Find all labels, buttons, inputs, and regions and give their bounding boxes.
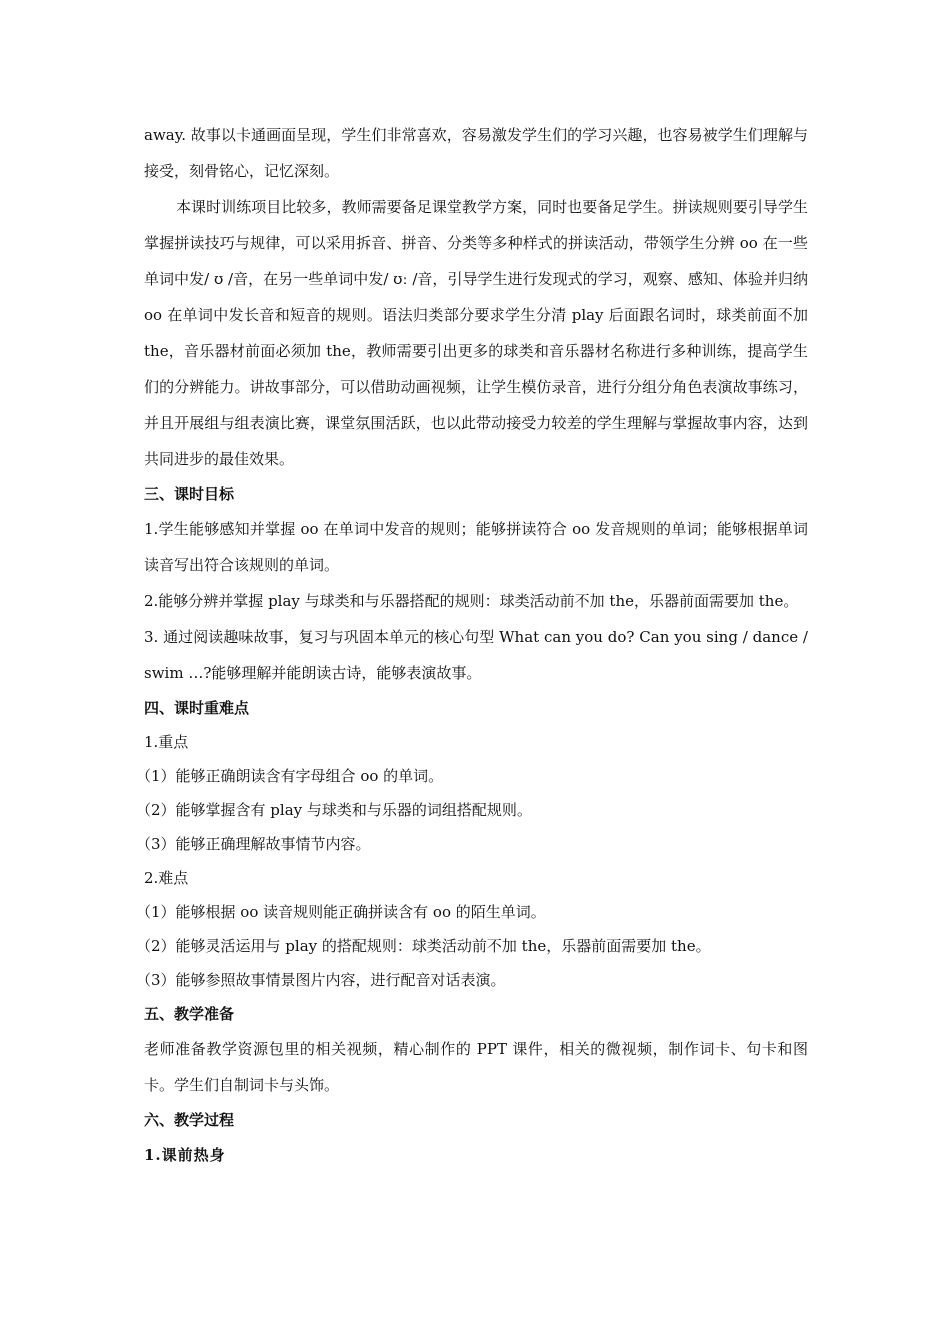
difficulty-item-1: （1）能够根据 oo 读音规则能正确拼读含有 oo 的陌生单词。 — [136, 903, 546, 921]
document-body — [136, 117, 808, 1173]
intro-continuation-paragraph: away. 故事以卡通画面呈现，学生们非常喜欢，容易激发学生们的学习兴趣，也容易被学生们理解与接受，刻骨铭心，记忆深刻。 — [144, 126, 808, 180]
section-heading-key-points: 四、课时重难点 — [144, 699, 250, 717]
process-step-warmup: 1.课前热身 — [144, 1146, 226, 1164]
key-point-item-3: （3）能够正确理解故事情节内容。 — [136, 835, 371, 853]
key-points-label: 1.重点 — [144, 733, 189, 751]
difficulty-label: 2.难点 — [144, 869, 189, 887]
difficulty-item-3: （3）能够参照故事情景图片内容，进行配音对话表演。 — [136, 971, 506, 989]
section-heading-process: 六、教学过程 — [144, 1111, 235, 1129]
key-point-item-2: （2）能够掌握含有 play 与球类和与乐器的词组搭配规则。 — [136, 801, 532, 819]
section-heading-preparation: 五、教学准备 — [144, 1005, 235, 1023]
section-heading-goals: 三、课时目标 — [144, 485, 235, 503]
difficulty-item-2: （2）能够灵活运用与 play 的搭配规则：球类活动前不加 the，乐器前面需要加 the。 — [136, 937, 711, 955]
goal-item-3: 3. 通过阅读趣味故事，复习与巩固本单元的核心句型 What can you do? Can you sing / dance / swim …?能够理解并能朗读古诗，能够表演故事。 — [144, 628, 808, 682]
analysis-paragraph: 本课时训练项目比较多，教师需要备足课堂教学方案，同时也要备足学生。拼读规则要引导学生掌握拼读技巧与规律，可以采用拆音、拼音、分类等多种样式的拼读活动，带领学生分辨 oo 在一些单词中发/ ʊ /音，在另一些单词中发/ ʊː /音，引导学生进行发现式的学习，观察、感知、体验并归纳 oo 在单词中发长音和短音的规则。语法归类部分要求学生分清 play 后面跟名词时，球类前面不加 the，音乐器材前面必须加 the，教师需要引出更多的球类和音乐器材名称进行多种训练，提高学生们的分辨能力。讲故事部分，可以借助动画视频，让学生模仿录音，进行分组分角色表演故事练习，并且开展组与组表演比赛，课堂氛围活跃，也以此带动接受力较差的学生理解与掌握故事内容，达到共同进步的最佳效果。 — [144, 198, 808, 468]
preparation-paragraph: 老师准备教学资源包里的相关视频，精心制作的 PPT 课件，相关的微视频，制作词卡、句卡和图卡。学生们自制词卡与头饰。 — [144, 1040, 808, 1094]
key-point-item-1: （1）能够正确朗读含有字母组合 oo 的单词。 — [136, 767, 444, 785]
goal-item-2: 2.能够分辨并掌握 play 与球类和与乐器搭配的规则：球类活动前不加 the，乐器前面需要加 the。 — [144, 592, 799, 610]
goal-item-1: 1.学生能够感知并掌握 oo 在单词中发音的规则；能够拼读符合 oo 发音规则的单词；能够根据单词读音写出符合该规则的单词。 — [144, 520, 808, 574]
